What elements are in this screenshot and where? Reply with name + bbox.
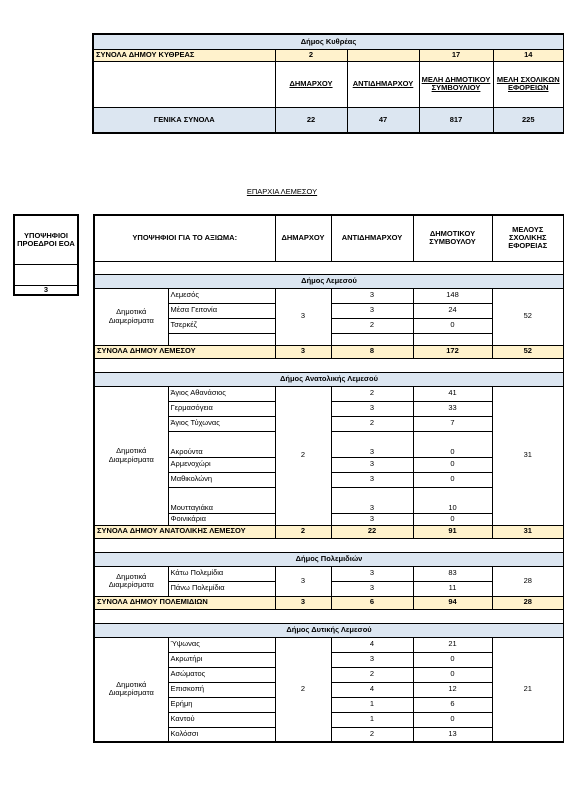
ward-council: 0 bbox=[413, 513, 492, 525]
municipality-total-mayor: 3 bbox=[275, 596, 331, 609]
region-title: ΕΠΑΡΧΙΑ ΛΕΜΕΣΟΥ bbox=[246, 187, 318, 196]
municipality-total-council: 91 bbox=[413, 525, 492, 538]
ward-name: Ασώματος bbox=[168, 667, 275, 682]
municipality-school: 28 bbox=[492, 566, 564, 596]
municipality-title: Δήμος Δυτικής Λεμεσού bbox=[94, 623, 564, 637]
header-school: ΜΕΛΟΥΣ ΣΧΟΛΙΚΗΣ ΕΦΟΡΕΙΑΣ bbox=[492, 215, 564, 261]
ward-deputy: 3 bbox=[331, 288, 413, 303]
ward-council: 0 bbox=[413, 318, 492, 333]
ward-council: 7 bbox=[413, 416, 492, 431]
wards-label: Δημοτικά Διαμερίσματα bbox=[94, 386, 168, 525]
ward-name: Καντού bbox=[168, 712, 275, 727]
municipality-total-deputy: 22 bbox=[331, 525, 413, 538]
municipality-title: Δήμος Ανατολικής Λεμεσού bbox=[94, 372, 564, 386]
ward-deputy: 4 bbox=[331, 637, 413, 652]
kythrea-header-school: ΜΕΛΗ ΣΧΟΛΙΚΩΝ ΕΦΟΡΕΙΩΝ bbox=[493, 61, 564, 107]
ward-council: 13 bbox=[413, 727, 492, 742]
ward-deputy: 3 bbox=[331, 581, 413, 596]
ward-name: Μουτταγιάκα bbox=[168, 487, 275, 513]
ward-name: Κολόσσι bbox=[168, 727, 275, 742]
ward-council: 11 bbox=[413, 581, 492, 596]
header-deputy: ΑΝΤΙΔΗΜΑΡΧΟΥ bbox=[331, 215, 413, 261]
kythrea-title: Δήμος Κυθρέας bbox=[93, 34, 564, 49]
ward-name: Ακρούντα bbox=[168, 431, 275, 457]
kythrea-header-deputy: ΑΝΤΙΔΗΜΑΡΧΟΥ bbox=[347, 61, 419, 107]
ward-deputy: 1 bbox=[331, 712, 413, 727]
ward-deputy: 3 bbox=[331, 472, 413, 487]
ward-council: 41 bbox=[413, 386, 492, 401]
grand-total-label: ΓΕΝΙΚΑ ΣΥΝΟΛΑ bbox=[93, 107, 275, 133]
municipality-mayor: 3 bbox=[275, 566, 331, 596]
ward-council: 10 bbox=[413, 487, 492, 513]
limassol-table bbox=[93, 214, 564, 743]
ward-deputy: 3 bbox=[331, 652, 413, 667]
ward-council: 148 bbox=[413, 288, 492, 303]
municipality-mayor: 2 bbox=[275, 386, 331, 525]
kythrea-header-blank bbox=[93, 61, 275, 107]
spacer-row bbox=[94, 261, 564, 274]
kythrea-total-deputy bbox=[347, 49, 419, 61]
ward-name: Ακρωτήρι bbox=[168, 652, 275, 667]
ward-council: 0 bbox=[413, 667, 492, 682]
ward-deputy: 2 bbox=[331, 386, 413, 401]
kythrea-header-mayor: ΔΗΜΑΡΧΟΥ bbox=[275, 61, 347, 107]
ward-deputy: 2 bbox=[331, 667, 413, 682]
municipality-mayor: 3 bbox=[275, 288, 331, 345]
ward-name: Επισκοπή bbox=[168, 682, 275, 697]
municipality-total-label: ΣΥΝΟΛΑ ΔΗΜΟΥ ΑΝΑΤΟΛΙΚΗΣ ΛΕΜΕΣΟΥ bbox=[94, 525, 275, 538]
ward-name: Μαθικολώνη bbox=[168, 472, 275, 487]
ward-deputy: 3 bbox=[331, 303, 413, 318]
ward-deputy: 2 bbox=[331, 416, 413, 431]
ward-deputy: 2 bbox=[331, 727, 413, 742]
ward-council: 6 bbox=[413, 697, 492, 712]
header-position: ΥΠΟΨΗΦΙΟΙ ΓΙΑ ΤΟ ΑΞΙΩΜΑ: bbox=[94, 215, 275, 261]
grand-total-mayor: 22 bbox=[275, 107, 347, 133]
municipality-school: 21 bbox=[492, 637, 564, 742]
ward-name: Φοινικάρια bbox=[168, 513, 275, 525]
municipality-title: Δήμος Λεμεσού bbox=[94, 274, 564, 288]
kythrea-total-label: ΣΥΝΟΛΑ ΔΗΜΟΥ ΚΥΘΡΕΑΣ bbox=[93, 49, 275, 61]
kythrea-total-mayor: 2 bbox=[275, 49, 347, 61]
ward-council: 0 bbox=[413, 457, 492, 472]
municipality-total-label: ΣΥΝΟΛΑ ΔΗΜΟΥ ΛΕΜΕΣΟΥ bbox=[94, 345, 275, 358]
kythrea-total-school: 14 bbox=[493, 49, 564, 61]
kythrea-header-council: ΜΕΛΗ ΔΗΜΟΤΙΚΟΥ ΣΥΜΒΟΥΛΙΟΥ bbox=[419, 61, 493, 107]
ward-council: 24 bbox=[413, 303, 492, 318]
kythrea-total-council: 17 bbox=[419, 49, 493, 61]
ward-council: 0 bbox=[413, 712, 492, 727]
ward-name: Αρμενοχώρι bbox=[168, 457, 275, 472]
municipality-mayor: 2 bbox=[275, 637, 331, 742]
kythrea-table bbox=[92, 33, 564, 134]
grand-total-council: 817 bbox=[419, 107, 493, 133]
ward-deputy: 3 bbox=[331, 457, 413, 472]
ward-name: Άγιος Αθανάσιος bbox=[168, 386, 275, 401]
eoa-blank bbox=[14, 264, 78, 285]
header-council: ΔΗΜΟΤΙΚΟΥ ΣΥΜΒΟΥΛΟΥ bbox=[413, 215, 492, 261]
municipality-title: Δήμος Πολεμιδιών bbox=[94, 552, 564, 566]
ward-deputy: 1 bbox=[331, 697, 413, 712]
ward-deputy: 3 bbox=[331, 513, 413, 525]
ward-name: Κάτω Πολεμίδια bbox=[168, 566, 275, 581]
wards-label: Δημοτικά Διαμερίσματα bbox=[94, 566, 168, 596]
ward-name: Τσερκέζ bbox=[168, 318, 275, 333]
ward-name: Άγιος Τύχωνας bbox=[168, 416, 275, 431]
ward-council: 0 bbox=[413, 652, 492, 667]
ward-blank bbox=[331, 333, 413, 345]
municipality-total-mayor: 2 bbox=[275, 525, 331, 538]
ward-name: Λεμεσός bbox=[168, 288, 275, 303]
municipality-school: 52 bbox=[492, 288, 564, 345]
eoa-header: ΥΠΟΨΗΦΙΟΙ ΠΡΟΕΔΡΟΙ ΕΟΑ bbox=[14, 215, 78, 264]
ward-council: 33 bbox=[413, 401, 492, 416]
ward-name: Μέσα Γειτονία bbox=[168, 303, 275, 318]
grand-total-deputy: 47 bbox=[347, 107, 419, 133]
ward-blank bbox=[413, 333, 492, 345]
ward-deputy: 3 bbox=[331, 431, 413, 457]
municipality-total-label: ΣΥΝΟΛΑ ΔΗΜΟΥ ΠΟΛΕΜΙΔΙΩΝ bbox=[94, 596, 275, 609]
ward-name: Γερμασόγεια bbox=[168, 401, 275, 416]
municipality-total-council: 94 bbox=[413, 596, 492, 609]
ward-blank bbox=[168, 333, 275, 345]
eoa-value: 3 bbox=[14, 285, 78, 295]
wards-label: Δημοτικά Διαμερίσματα bbox=[94, 288, 168, 345]
ward-name: Πάνω Πολεμίδια bbox=[168, 581, 275, 596]
ward-council: 0 bbox=[413, 472, 492, 487]
ward-deputy: 3 bbox=[331, 566, 413, 581]
municipality-total-deputy: 6 bbox=[331, 596, 413, 609]
municipality-school: 31 bbox=[492, 386, 564, 525]
spacer-row bbox=[94, 358, 564, 372]
eoa-box bbox=[13, 214, 79, 296]
municipality-total-council: 172 bbox=[413, 345, 492, 358]
grand-total-school: 225 bbox=[493, 107, 564, 133]
ward-deputy: 3 bbox=[331, 487, 413, 513]
ward-council: 12 bbox=[413, 682, 492, 697]
header-mayor: ΔΗΜΑΡΧΟΥ bbox=[275, 215, 331, 261]
ward-deputy: 4 bbox=[331, 682, 413, 697]
ward-council: 21 bbox=[413, 637, 492, 652]
ward-deputy: 2 bbox=[331, 318, 413, 333]
ward-name: Ύψωνας bbox=[168, 637, 275, 652]
municipality-total-school: 31 bbox=[492, 525, 564, 538]
municipality-total-school: 28 bbox=[492, 596, 564, 609]
spacer-row bbox=[94, 538, 564, 552]
wards-label: Δημοτικά Διαμερίσματα bbox=[94, 637, 168, 742]
ward-council: 0 bbox=[413, 431, 492, 457]
municipality-total-deputy: 8 bbox=[331, 345, 413, 358]
ward-deputy: 3 bbox=[331, 401, 413, 416]
spacer-row bbox=[94, 609, 564, 623]
ward-name: Ερήμη bbox=[168, 697, 275, 712]
municipality-total-school: 52 bbox=[492, 345, 564, 358]
ward-council: 83 bbox=[413, 566, 492, 581]
municipality-total-mayor: 3 bbox=[275, 345, 331, 358]
